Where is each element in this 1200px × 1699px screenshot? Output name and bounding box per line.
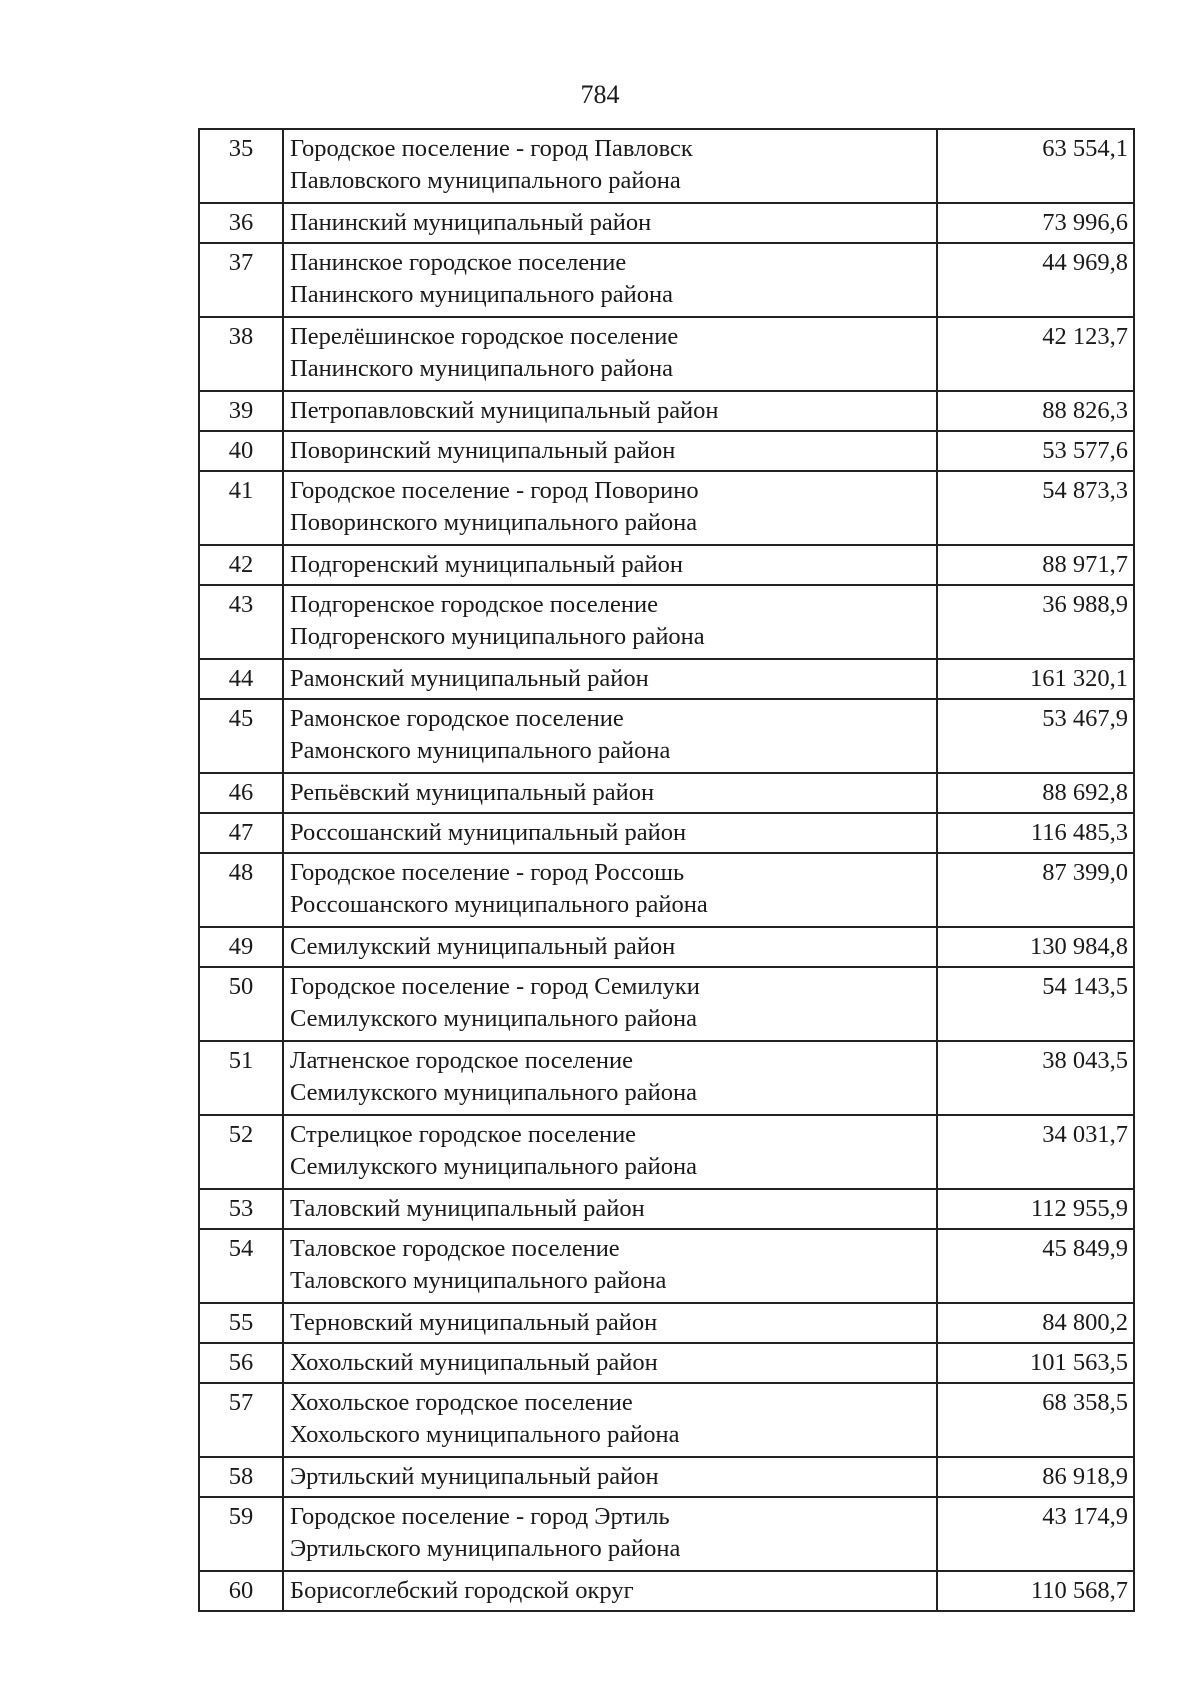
amount-value: 88 826,3 [937,391,1134,431]
row-number: 40 [199,431,283,471]
row-number: 55 [199,1303,283,1343]
municipality-name-line: Рамонское городское поселение [290,705,624,732]
municipality-name [283,1229,937,1303]
municipality-name-line: Таловское городское поселение [290,1235,620,1262]
municipality-name-line: Россошанского муниципального района [290,891,708,918]
amount-value: 86 918,9 [937,1457,1134,1497]
municipality-name [283,1303,937,1343]
row-number: 39 [199,391,283,431]
amount-value: 84 800,2 [937,1303,1134,1343]
table-row [199,545,1134,585]
amount-value: 87 399,0 [937,853,1134,927]
municipality-name [283,1383,937,1457]
amount-value: 88 692,8 [937,773,1134,813]
row-number: 53 [199,1189,283,1229]
municipality-name [283,1189,937,1229]
table-row [199,471,1134,545]
table-row [199,927,1134,967]
row-number: 38 [199,317,283,391]
municipality-name-line: Россошанский муниципальный район [290,819,687,846]
row-number: 52 [199,1115,283,1189]
municipality-name-line: Подгоренское городское поселение [290,591,658,618]
table-row [199,1041,1134,1115]
row-number: 41 [199,471,283,545]
municipality-name [283,699,937,773]
row-number: 35 [199,129,283,203]
row-number: 51 [199,1041,283,1115]
municipality-name [283,1497,937,1571]
amount-value: 54 873,3 [937,471,1134,545]
municipality-name [283,431,937,471]
municipality-name [283,203,937,243]
municipality-name [283,813,937,853]
municipality-name [283,243,937,317]
row-number: 57 [199,1383,283,1457]
table-row [199,585,1134,659]
amount-value: 34 031,7 [937,1115,1134,1189]
municipality-name [283,1571,937,1611]
municipality-name-line: Городское поселение - город Павловск [290,135,693,162]
municipality-name [283,471,937,545]
amount-value: 43 174,9 [937,1497,1134,1571]
row-number: 54 [199,1229,283,1303]
amount-value: 68 358,5 [937,1383,1134,1457]
municipality-name-line: Семилукского муниципального района [290,1153,697,1180]
amount-value: 38 043,5 [937,1041,1134,1115]
table-row [199,853,1134,927]
table-row [199,129,1134,203]
municipality-name-line: Панинского муниципального района [290,281,673,308]
amount-value: 112 955,9 [937,1189,1134,1229]
table-row [199,813,1134,853]
municipality-name-line: Городское поселение - город Россошь [290,859,685,886]
municipality-name [283,853,937,927]
row-number: 37 [199,243,283,317]
amount-value: 54 143,5 [937,967,1134,1041]
municipality-name [283,585,937,659]
amount-value: 45 849,9 [937,1229,1134,1303]
municipality-name-line: Рамонский муниципальный район [290,665,649,692]
municipality-name-line: Хохольское городское поселение [290,1389,633,1416]
table-row [199,1571,1134,1611]
amount-value: 110 568,7 [937,1571,1134,1611]
municipality-name [283,1457,937,1497]
municipality-name-line: Таловского муниципального района [290,1267,667,1294]
municipality-name [283,659,937,699]
municipality-name-line: Подгоренский муниципальный район [290,551,683,578]
municipality-name-line: Поворинского муниципального района [290,509,698,536]
municipality-name-line: Хохольского муниципального района [290,1421,680,1448]
amount-value: 88 971,7 [937,545,1134,585]
table-row [199,243,1134,317]
municipality-name-line: Панинский муниципальный район [290,209,652,236]
table-row [199,317,1134,391]
municipality-name-line: Семилукского муниципального района [290,1005,697,1032]
amount-value: 130 984,8 [937,927,1134,967]
municipality-name [283,1041,937,1115]
table-row [199,1343,1134,1383]
amount-value: 63 554,1 [937,129,1134,203]
row-number: 44 [199,659,283,699]
row-number: 43 [199,585,283,659]
municipality-name-line: Петропавловский муниципальный район [290,397,719,424]
municipality-name-line: Городское поселение - город Эртиль [290,1503,670,1530]
amount-value: 53 577,6 [937,431,1134,471]
table-row [199,391,1134,431]
row-number: 45 [199,699,283,773]
municipality-name-line: Подгоренского муниципального района [290,623,705,650]
municipality-name-line: Городское поселение - город Поворино [290,477,699,504]
table-row [199,659,1134,699]
municipality-name-line: Панинское городское поселение [290,249,627,276]
municipality-name [283,1343,937,1383]
amount-value: 116 485,3 [937,813,1134,853]
page-number: 784 [580,80,620,109]
row-number: 47 [199,813,283,853]
amount-value: 101 563,5 [937,1343,1134,1383]
municipality-name [283,1115,937,1189]
municipality-name [283,391,937,431]
table-row [199,431,1134,471]
table-row [199,1383,1134,1457]
table-row [199,1189,1134,1229]
municipality-name [283,545,937,585]
municipality-name-line: Терновский муниципальный район [290,1309,658,1336]
municipality-name-line: Эртильского муниципального района [290,1535,681,1562]
row-number: 50 [199,967,283,1041]
municipality-name [283,927,937,967]
table-body [199,129,1134,1611]
row-number: 58 [199,1457,283,1497]
table-row [199,1497,1134,1571]
municipality-name [283,317,937,391]
allocation-table [198,128,1135,1612]
table-row [199,699,1134,773]
municipality-name-line: Латненское городское поселение [290,1047,633,1074]
municipality-name-line: Семилукского муниципального района [290,1079,697,1106]
municipality-name-line: Городское поселение - город Семилуки [290,973,700,1000]
municipality-name-line: Борисоглебский городской округ [290,1577,634,1604]
amount-value: 44 969,8 [937,243,1134,317]
amount-value: 73 996,6 [937,203,1134,243]
municipality-name-line: Хохольский муниципальный район [290,1349,658,1376]
municipality-name-line: Поворинский муниципальный район [290,437,676,464]
table-row [199,773,1134,813]
row-number: 48 [199,853,283,927]
municipality-name-line: Стрелицкое городское поселение [290,1121,637,1148]
table-row [199,1457,1134,1497]
municipality-name-line: Павловского муниципального района [290,167,681,194]
municipality-name-line: Эртильский муниципальный район [290,1463,659,1490]
amount-value: 42 123,7 [937,317,1134,391]
municipality-name-line: Перелёшинское городское поселение [290,323,679,350]
municipality-name [283,773,937,813]
municipality-name-line: Рамонского муниципального района [290,737,671,764]
row-number: 59 [199,1497,283,1571]
row-number: 46 [199,773,283,813]
table-row [199,1229,1134,1303]
municipality-name [283,967,937,1041]
municipality-name [283,129,937,203]
row-number: 60 [199,1571,283,1611]
amount-value: 53 467,9 [937,699,1134,773]
municipality-name-line: Таловский муниципальный район [290,1195,645,1222]
municipality-name-line: Панинского муниципального района [290,355,673,382]
table-row [199,967,1134,1041]
table-row [199,1303,1134,1343]
row-number: 42 [199,545,283,585]
municipality-name-line: Репьёвский муниципальный район [290,779,655,806]
row-number: 56 [199,1343,283,1383]
municipality-name-line: Семилукский муниципальный район [290,933,676,960]
amount-value: 161 320,1 [937,659,1134,699]
row-number: 49 [199,927,283,967]
table-row [199,203,1134,243]
table-row [199,1115,1134,1189]
amount-value: 36 988,9 [937,585,1134,659]
row-number: 36 [199,203,283,243]
